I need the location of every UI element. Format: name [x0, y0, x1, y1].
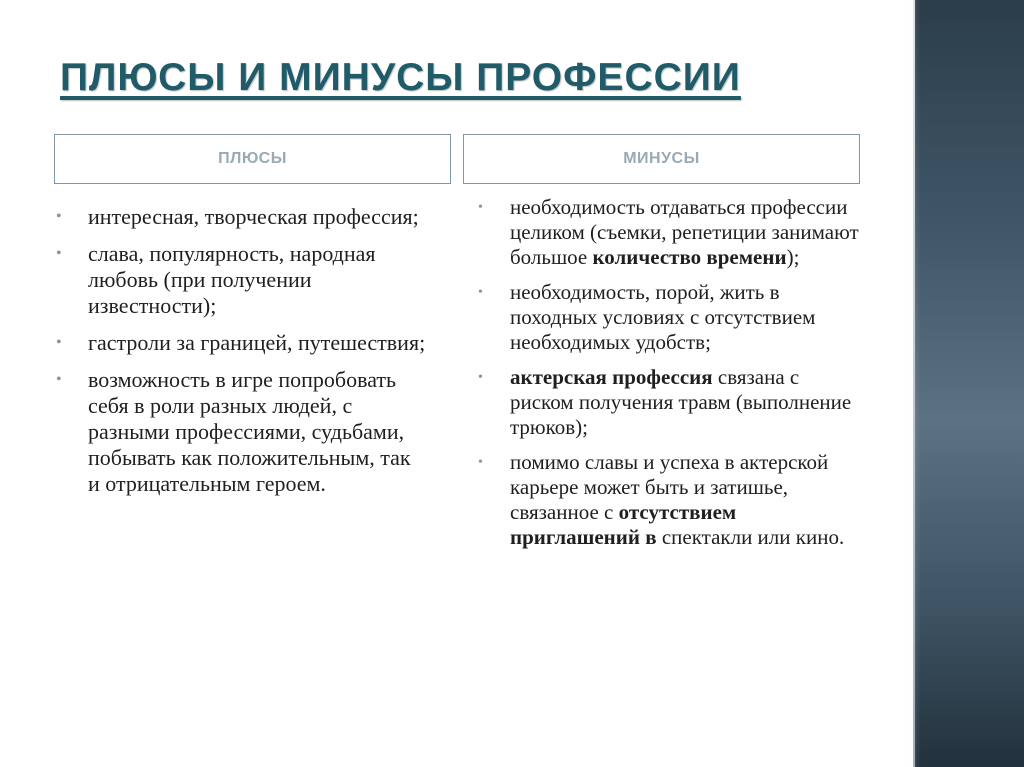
list-item-text: возможность в игре попробовать себя в роли разных людей, с разными профессиями, судьбами, побывать как положительным, так и отрицательным героем. [88, 367, 411, 496]
bullet-icon: • [478, 370, 483, 385]
list-item [478, 365, 868, 440]
list-item [478, 450, 868, 550]
list-item-text-end: связана с риском получения травм (выполнение трюков); [510, 365, 852, 439]
list-item [56, 367, 426, 497]
pros-header-label: ПЛЮСЫ [218, 150, 287, 167]
list-item [56, 204, 426, 230]
cons-header [463, 134, 860, 184]
bullet-icon: • [478, 200, 483, 215]
list-item-text: гастроли за границей, путешествия; [88, 330, 426, 355]
decorative-side-band [913, 0, 1024, 767]
list-item-text-end: ); [786, 245, 800, 269]
bullet-icon: • [56, 245, 62, 262]
pros-header [54, 134, 451, 184]
list-item-text: слава, популярность, народная любовь (при получении известности); [88, 241, 376, 318]
cons-list [478, 195, 868, 560]
list-item [56, 241, 426, 319]
pros-list [56, 204, 426, 508]
cons-header-label: МИНУСЫ [623, 150, 700, 167]
list-item [478, 195, 868, 270]
bullet-icon: • [478, 285, 483, 300]
list-item [56, 330, 426, 356]
list-item-bold-text: количество времени [592, 245, 787, 269]
bullet-icon: • [56, 334, 62, 351]
list-item-text: интересная, творческая профессия; [88, 204, 419, 229]
bullet-icon: • [478, 455, 483, 470]
list-item-bold-text: актерская профессия [510, 365, 713, 389]
bullet-icon: • [56, 208, 62, 225]
list-item [478, 280, 868, 355]
slide-title: ПЛЮСЫ И МИНУСЫ ПРОФЕССИИ [60, 56, 741, 99]
bullet-icon: • [56, 371, 62, 388]
list-item-text-end: спектакли или кино. [656, 525, 845, 549]
list-item-text: помимо славы и успеха в актерской карьере может быть и затишье, связанное с [510, 450, 829, 524]
list-item-text: необходимость, порой, жить в походных условиях с отсутствием необходимых удобств; [510, 280, 816, 354]
list-item-bold-text: отсутствием приглашений в [510, 500, 737, 549]
list-item-text: необходимость отдаваться профессии целиком (съемки, репетиции занимают большое [510, 195, 859, 269]
